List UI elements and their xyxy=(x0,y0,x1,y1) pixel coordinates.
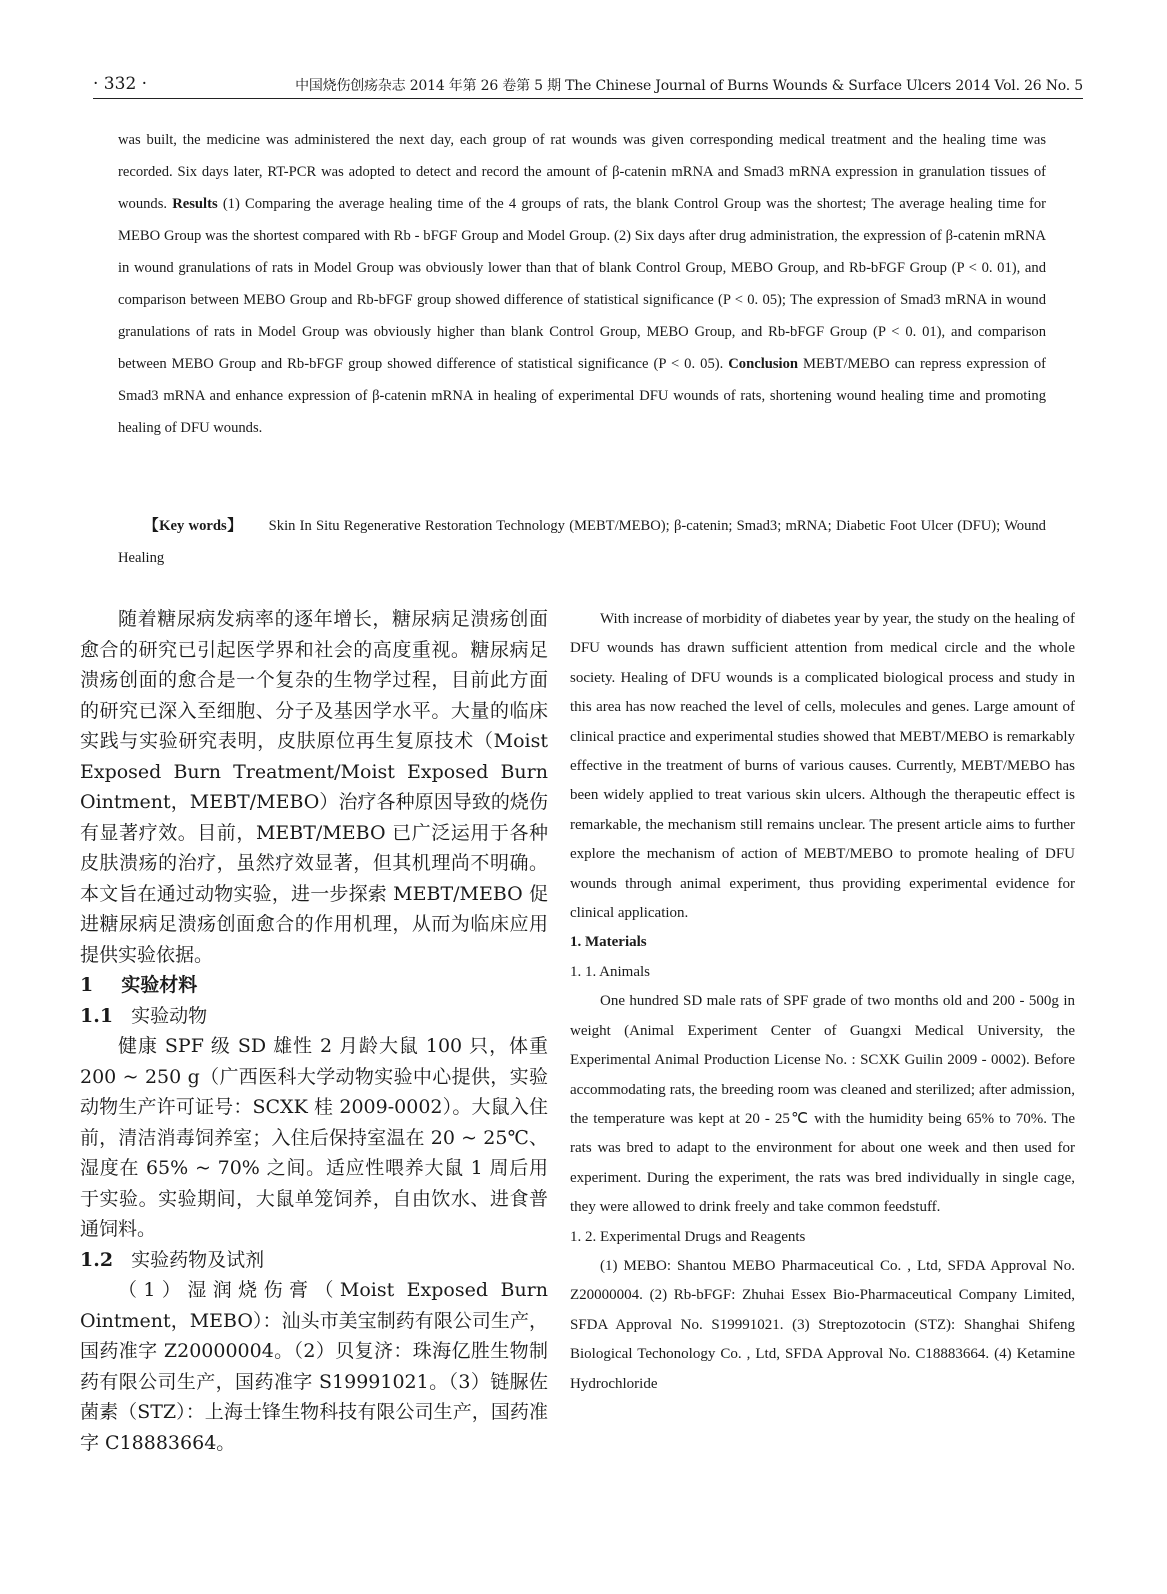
journal-title: 中国烧伤创疡杂志 2014 年第 26 卷第 5 期 The Chinese Journal of Burns Wounds & Surface Ulcers 2014 Vol. 26 No. 5 xyxy=(295,78,1083,94)
abstract-continued xyxy=(118,124,1046,444)
animals-paragraph-en: One hundred SD male rats of SPF grade of two months old and 200 - 500g in weight (Animal Experiment Center of Guangxi Medical University, the Experimental Animal Production License No. : SCXK Guilin 2009 - 0002). Before accommodating rats, the breeding room was cleaned and sterilized; after admission, the temperature was kept at 20 - 25℃ with the humidity being 65% to 70%. The rats was bred to adapt to the environment for about one week and then used for experiment. During the experiment, the rats was bred individually in single cage, they were allowed to drink freely and take common feedstuff. xyxy=(570,993,1075,1216)
keywords xyxy=(118,510,1046,574)
intro-paragraph-zh: 随着糖尿病发病率的逐年增长，糖尿病足溃疡创面愈合的研究已引起医学界和社会的高度重视。糖尿病足溃疡创面的愈合是一个复杂的生物学过程，目前此方面的研究已深入至细胞、分子及基因学水平。大量的临床实践与实验研究表明，皮肤原位再生复原技术（Moist Exposed Burn Treatment/Moist Exposed Burn Ointment，MEBT/MEBO）治疗各种原因导致的烧伤有显著疗效。目前，MEBT/MEBO 已广泛运用于各种皮肤溃疡的治疗，虽然疗效显著，但其机理尚不明确。本文旨在通过动物实验，进一步探索 MEBT/MEBO 促进糖尿病足溃疡创面愈合的作用机理，从而为临床应用提供实验依据。 xyxy=(80,608,548,966)
intro-paragraph-en: With increase of morbidity of diabetes year by year, the study on the healing of DFU wounds has drawn sufficient attention from medical circle and the whole society. Healing of DFU wounds is a complicated biological process and study in this area has now reached the level of cells, molecules and genes. Large amount of clinical practice and experimental studies showed that MEBT/MEBO is remarkably effective in the treatment of burns of various causes. Currently, MEBT/MEBO has been widely applied to treat various skin ulcers. Although the therapeutic effect is remarkable, the mechanism still remains unclear. The present article aims to further explore the mechanism of action of MEBT/MEBO to promote healing of DFU wounds through animal experiment, thus providing experimental evidence for clinical application. xyxy=(570,611,1075,922)
keywords-label: 【Key words】 xyxy=(144,518,243,534)
subsection-heading-en-2: 1. 2. Experimental Drugs and Reagents xyxy=(570,1228,806,1245)
abstract-results: (1) Comparing the average healing time of the 4 groups of rats, the blank Control Group was the shortest; The average healing time for MEBO Group was the shortest compared with Rb - bFGF Group and Model Group. (2) Six days after drug administration, the expression of β-catenin mRNA in wound granulations of rats in Model Group was obviously lower than that of blank Control Group, MEBO Group, and Rb-bFGF Group (P < 0. 01), and comparison between MEBO Group and Rb-bFGF group showed difference of statistical significance (P < 0. 05); The expression of Smad3 mRNA in wound granulations of rats in Model Group was obviously higher than blank Control Group, MEBO Group, and Rb-bFGF Group (P < 0. 01), and comparison between MEBO Group and Rb-bFGF group showed difference of statistical significance (P < 0. 05). xyxy=(118,196,1046,372)
abstract-methods-end: was built, the medicine was administered the next day, each group of rat wounds was given corresponding medical treatment and the healing time was recorded. Six days later, RT-PCR was adopted to detect and record the amount of β-catenin mRNA and Smad3 mRNA expression in granulation tissues of wounds. xyxy=(118,132,1046,212)
abstract-conclusion: MEBT/MEBO can repress expression of Smad3 mRNA and enhance expression of β-catenin mRNA in healing of experimental DFU wounds of rats, shortening wound healing time and promoting healing of DFU wounds. xyxy=(118,356,1046,436)
keywords-text: Skin In Situ Regenerative Restoration Technology (MEBT/MEBO); β-catenin; Smad3; mRNA; Diabetic Foot Ulcer (DFU); Wound Healing xyxy=(118,518,1046,566)
running-header xyxy=(93,72,1083,99)
subsection-heading-zh: 1.1 实验动物 xyxy=(80,1004,208,1027)
drugs-paragraph-zh: （1）湿润烧伤膏（Moist Exposed Burn Ointment，MEBO）：汕头市美宝制药有限公司生产，国药准字 Z20000004。（2）贝复济：珠海亿胜生物制药有限公司生产，国药准字 S19991021。（3）链脲佐菌素（STZ）：上海士锋生物科技有限公司生产，国药准字 C18883664。 xyxy=(80,1279,548,1454)
right-column-english xyxy=(570,605,1075,1399)
subsection-heading-en: 1. 1. Animals xyxy=(570,963,651,980)
section-heading-zh: 1 实验材料 xyxy=(80,974,198,996)
conclusion-label: Conclusion xyxy=(728,356,799,372)
drugs-paragraph-en: (1) MEBO: Shantou MEBO Pharmaceutical Co. , Ltd, SFDA Approval No. Z20000004. (2) Rb-bFGF: Zhuhai Essex Bio-Pharmaceutical Company Limited, SFDA Approval No. S19991021. (3) Streptozotocin (STZ): Shanghai Shifeng Biological Techonology Co. , Ltd, SFDA Approval No. C18883664. (4) Ketamine Hydrochloride xyxy=(570,1257,1075,1392)
results-label: Results xyxy=(172,196,218,212)
section-heading-en: 1. Materials xyxy=(570,934,647,951)
left-column-chinese xyxy=(80,604,548,1458)
animals-paragraph-zh: 健康 SPF 级 SD 雄性 2 月龄大鼠 100 只，体重 200 ~ 250 g（广西医科大学动物实验中心提供，实验动物生产许可证号：SCXK 桂 2009-0002）。大鼠入住前，清洁消毒饲养室；入住后保持室温在 20 ~ 25℃、湿度在 65% ~ 70% 之间。适应性喂养大鼠 1 周后用于实验。实验期间，大鼠单笼饲养，自由饮水、进食普通饲料。 xyxy=(80,1035,548,1240)
subsection-heading-zh-2: 1.2 实验药物及试剂 xyxy=(80,1248,265,1271)
page-number: · 332 · xyxy=(93,74,148,94)
